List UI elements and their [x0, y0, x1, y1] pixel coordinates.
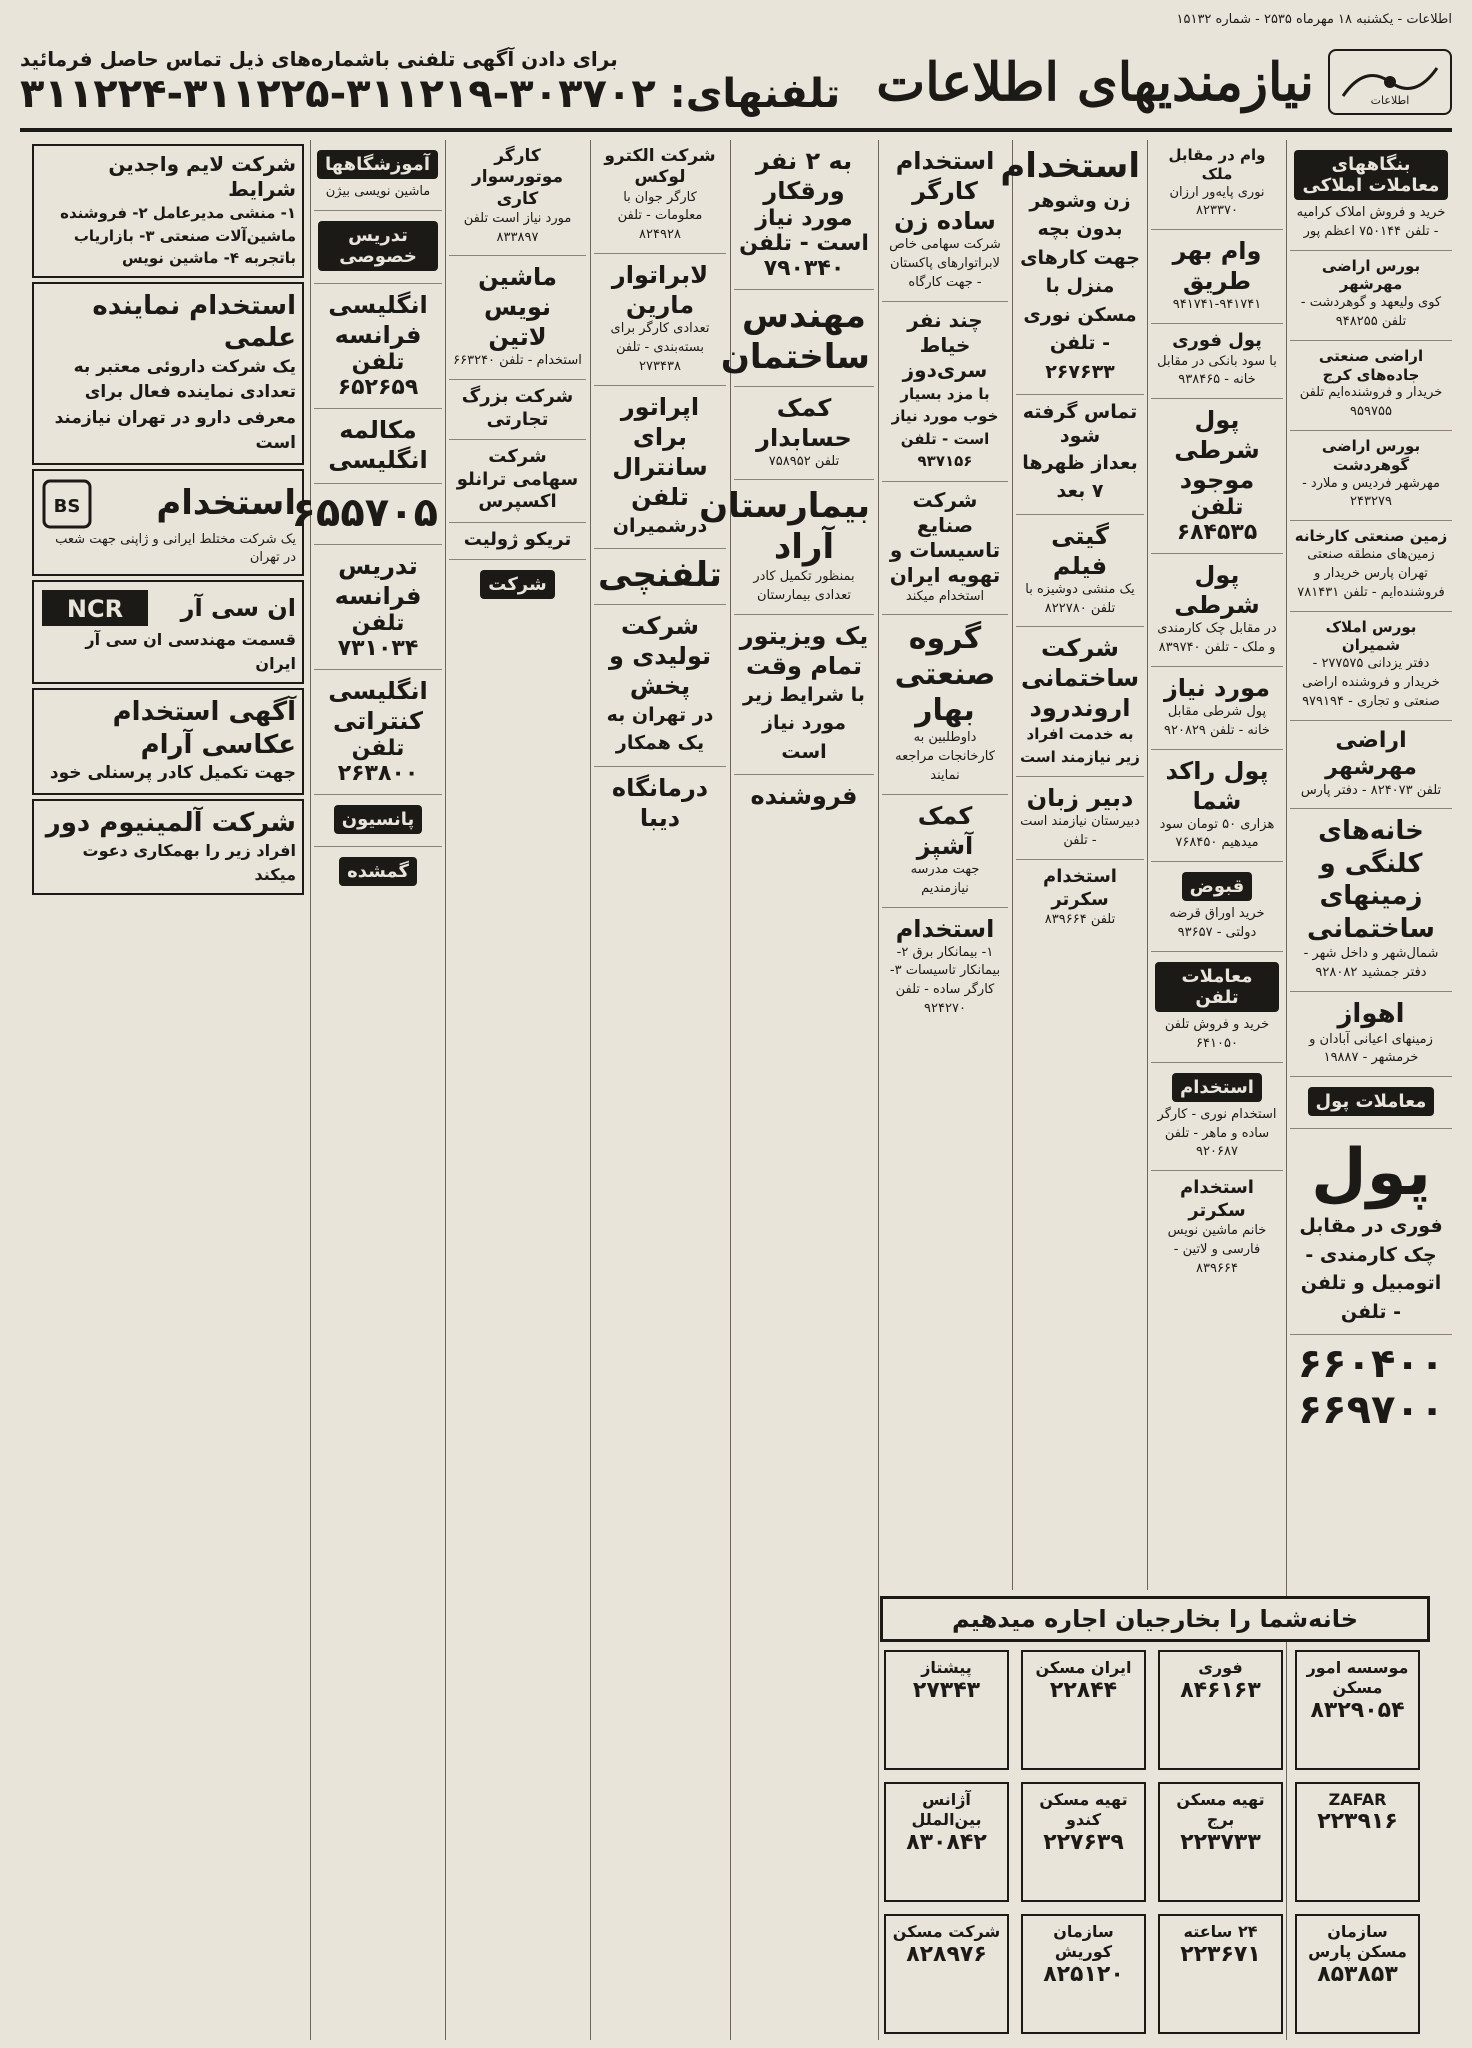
column-5 — [699, 140, 874, 2040]
ad-heading: شرکت سهامی ترانلو اکسپرس — [456, 446, 579, 513]
ad-text: کوی ولیعهد و گوهردشت - تلفن ۹۴۸۲۵۵ — [1300, 295, 1442, 330]
agency-name: پیشتاز — [921, 1658, 972, 1677]
ad-heading: خانه‌های کلنگی و زمینهای ساختمانی — [1307, 816, 1435, 944]
agency-name: سازمان کوریش — [1053, 1922, 1114, 1961]
ad-text: با سود بانکی در مقابل خانه - ۹۳۸۴۶۵ — [1157, 353, 1277, 388]
agency-name: ZAFAR — [1328, 1790, 1387, 1809]
ad-heading: استخدام — [156, 483, 296, 524]
ad-text: ماشین نویسی بیژن — [325, 184, 431, 199]
agency-phone: ۸۲۵۱۲۰ — [1043, 1962, 1124, 1987]
ad-heading: ۶۵۵۷۰۵ — [291, 489, 438, 536]
agency-ad — [884, 1650, 1009, 1770]
ad-text: خرید و فروش املاک کرامیه - تلفن ۷۵۰۱۴۴ اعظم پور — [1296, 205, 1446, 239]
ad-heading: بورس املاک شمیران — [1325, 617, 1417, 655]
ad-heading: شرکت لایم واجدین شرایط — [108, 152, 296, 201]
agency-ad — [1158, 1914, 1283, 2034]
ad-heading: وام در مقابل ملک — [1168, 146, 1266, 183]
contact-phones — [20, 71, 840, 117]
ad-text: در مقابل چک کارمندی و ملک - تلفن ۸۳۹۷۴۰ — [1157, 621, 1277, 656]
ad-heading: اراضی صنعتی جاده‌های کرج — [1318, 346, 1424, 384]
agency-phone: ۸۵۳۸۵۳ — [1317, 1962, 1398, 1987]
column-3 — [1000, 140, 1144, 1590]
agency-phone: ۲۲۳۷۳۳ — [1180, 1830, 1261, 1855]
ad-heading: شرکت آلمینیوم دور — [45, 807, 296, 838]
ad-heading: تماس گرفته شود — [1022, 401, 1138, 448]
ad-heading: استخدام کارگر ساده زن — [894, 147, 996, 235]
ad-heading: ان سی آر — [180, 594, 296, 623]
agency-ad — [1021, 1650, 1146, 1770]
ad-heading: مورد نیاز — [1163, 673, 1271, 702]
agency-phone: ۲۷۳۴۳ — [912, 1678, 981, 1703]
column-2 — [1151, 140, 1283, 1590]
ad-text: مورد نیاز است - تلفن ۷۹۰۳۴۰ — [739, 206, 869, 281]
column-7 — [449, 140, 586, 2040]
phones-value: ۳۰۳۷۰۲-۳۱۱۲۱۹-۳۱۱۲۲۵-۳۱۱۲۲۴ — [20, 71, 656, 117]
agency-ad — [1295, 1914, 1420, 2034]
ad-heading: کمک آشپز — [916, 801, 974, 860]
ad-heading: قبوض — [1182, 872, 1253, 901]
ad-heading: تریکو ژولیت — [463, 528, 572, 550]
ad-heading: استخدام نماینده علمی — [92, 290, 296, 353]
ad-text: خریدار و فروشنده‌ایم تلفن ۹۵۹۷۵۵ — [1299, 385, 1443, 420]
ad-heading: تلفنچی — [598, 555, 722, 596]
logo-text: اطلاعات — [1370, 94, 1410, 107]
ncr-logo-icon — [40, 588, 150, 628]
ad-text: استخدام - تلفن ۶۶۳۲۴۰ — [453, 353, 582, 369]
agency-name: تهیه مسکن کندو — [1039, 1790, 1128, 1829]
divider — [310, 140, 311, 2040]
ad-text: دفتر یزدانی ۲۷۷۵۷۵ - خریدار و فروشنده اراضی صنعتی و تجاری - ۹۷۹۱۹۴ — [1302, 656, 1440, 709]
ad-heading: شرکت تولیدی و پخش — [609, 611, 711, 700]
masthead-brand — [876, 49, 1452, 115]
masthead-rule — [20, 128, 1452, 132]
ad-text: خرید اوراق قرضه دولتی - ۹۳۶۵۷ — [1169, 906, 1265, 941]
ad-heading: تدریس فرانسه — [334, 551, 422, 610]
ad-heading: استخدام سکرتر — [1043, 866, 1117, 910]
ad-text: ۱- بیمانکار برق ۲- بیمانکار تاسیسات ۳- کارگر ساده - تلفن ۹۲۴۲۷۰ — [889, 944, 1001, 1017]
ad-heading: اراضی مهرشهر — [1325, 727, 1417, 781]
ad-text: تلفن ۸۲۴۰۷۳ - دفتر پارس — [1300, 782, 1442, 798]
divider — [445, 140, 446, 2040]
ad-text: جهت تکمیل کادر پرسنلی خود — [49, 763, 296, 784]
ad-text: تلفن ۲۶۳۸۰۰ — [337, 735, 419, 786]
ad-heading: بیمارستان آراد — [699, 486, 870, 568]
ad-text: زن وشوهر بدون بچه جهت کارهای منزل با مسکن نوری - تلفن ۲۶۷۶۳۳ — [1020, 189, 1140, 383]
ad-heading: مهندس ساختمان — [720, 296, 870, 377]
ad-text: نوری پایه‌ور ارزان ۸۲۳۳۷۰ — [1169, 184, 1265, 219]
ad-heading: فروشنده — [750, 782, 858, 811]
ad-text: درشمیران — [612, 514, 708, 537]
date-line: اطلاعات - یکشنبه ۱۸ مهرماه ۲۵۳۵ - شماره ۱۵۱۳۲ — [1176, 11, 1452, 27]
ad-heading: شرکت بزرگ تجارتی — [461, 386, 574, 430]
ad-text: در تهران به یک همکار — [606, 703, 714, 755]
foreign-rent-banner: خانه‌شما را بخارجیان اجاره میدهیم — [880, 1596, 1430, 1642]
ad-text: شمال‌شهر و داخل شهر - دفتر جمشید ۹۲۸۰۸۲ — [1303, 946, 1439, 981]
ad-heading: اهواز — [1337, 999, 1405, 1030]
ad-text: مورد نیاز است تلفن ۸۳۳۸۹۷ — [463, 210, 572, 245]
ad-heading: پانسیون — [334, 805, 423, 834]
ad-heading: معاملات تلفن — [1155, 962, 1279, 1012]
ad-heading: آموزشگاهها — [317, 150, 438, 179]
agency-phone: ۲۲۷۶۳۹ — [1043, 1830, 1124, 1855]
ad-text: تلفن ۶۸۴۵۳۵ — [1176, 495, 1258, 546]
ad-text: قسمت مهندسی ان سی آر ایران — [85, 630, 296, 674]
ad-heading: پول راکد شما — [1165, 756, 1269, 815]
logo — [1328, 49, 1452, 115]
agency-phone: ۲۲۳۹۱۶ — [1317, 1809, 1398, 1834]
divider — [590, 140, 591, 2040]
ad-heading: به ۲ نفر ورقکار — [755, 147, 853, 205]
ad-text: استخدام نوری - کارگر ساده و ماهر - تلفن ۹۲۰۶۸۷ — [1157, 1106, 1277, 1160]
ad-heading: بورس اراضی مهرشهر — [1321, 256, 1421, 294]
ad-text: بعداز ظهرها ۷ بعد — [1022, 451, 1138, 503]
ad-text: یک شرکت مختلط ایرانی و ژاپنی جهت شعب در تهران — [55, 531, 296, 566]
agency-phone: ۸۳۰۸۴۲ — [906, 1830, 987, 1855]
ad-heading: شرکت صنایع تاسیسات و تهویه ایران — [889, 487, 1001, 587]
ad-text: بمنظور تکمیل کادر تعدادی بیمارستان — [753, 569, 855, 603]
ad-heading: آگهی استخدام عکاسی آرام — [112, 697, 296, 760]
agency-name: سازمان مسکن پارس — [1308, 1922, 1407, 1961]
agency-ad — [1158, 1782, 1283, 1902]
ad-text: یک شرکت داروئی معتبر به تعدادی نماینده فعال برای معرفی دارو در تهران نیازمند است — [54, 356, 296, 453]
ad-heading: پول شرطی — [1174, 561, 1260, 620]
ad-text: خانم ماشین نویس فارسی و لاتین - ۸۳۹۶۶۴ — [1167, 1223, 1267, 1276]
ad-text: به خدمت افراد زیر نیازمند است — [1020, 725, 1140, 766]
ad-text: داوطلبین به کارخانجات مراجعه نمایند — [895, 730, 995, 784]
ad-heading: کمک حسابدار — [756, 393, 852, 452]
ad-phone: ۶۶۰۴۰۰ — [1297, 1341, 1445, 1388]
ad-text: استخدام میکند — [905, 588, 985, 604]
ad-text: با مزد بسیار خوب مورد نیاز است - تلفن ۹۳۷۱۵۶ — [891, 384, 999, 471]
ad-text: خرید و فروش تلفن ۶۴۱۰۵۰ — [1164, 1016, 1270, 1051]
ad-heading: گروه صنعتی بهار — [894, 621, 996, 729]
ad-text: افراد زیر را بهمکاری دعوت میکند — [82, 841, 296, 885]
masthead-contact — [20, 47, 840, 117]
ad-text: پول شرطی مقابل خانه - تلفن ۹۲۰۸۲۹ — [1164, 703, 1270, 738]
ad-heading: ماشین نویس لاتین — [478, 263, 557, 352]
column-8 — [291, 140, 442, 2040]
ad-heading: درمانگاه دیبا — [611, 773, 709, 832]
ad-text: هزاری ۵۰ تومان سود میدهیم ۷۶۸۴۵۰ — [1159, 816, 1275, 851]
ad-text: تلفن ۷۳۱۰۳۴ — [337, 610, 419, 661]
divider — [1147, 140, 1148, 1590]
column-4 — [882, 140, 1008, 1590]
ad-heading: اپراتور برای سانترال تلفن — [612, 392, 708, 511]
logo-emblem-icon — [1335, 56, 1445, 108]
agency-phone: ۸۲۸۹۷۶ — [906, 1942, 987, 1967]
agency-phone: ۸۴۶۱۶۳ — [1180, 1678, 1261, 1703]
agency-ad — [1158, 1650, 1283, 1770]
ad-heading: شرکت ساختمانی اروندرود — [1020, 634, 1140, 723]
ad-heading: مکالمه انگلیسی — [328, 415, 428, 474]
ad-heading: استخدام — [1172, 1073, 1262, 1102]
ad-heading: پول — [1311, 1136, 1431, 1211]
ad-text: زمینهای اعیانی آبادان و خرمشهر - ۱۹۸۸۷ — [1309, 1031, 1433, 1066]
ad-text: یک منشی دوشیزه با تلفن ۸۲۲۷۸۰ — [1025, 581, 1135, 616]
svg-text:NCR: NCR — [66, 595, 124, 624]
ad-phone: ۶۶۹۷۰۰ — [1297, 1387, 1445, 1434]
agency-phone: ۸۳۲۹۰۵۴ — [1310, 1698, 1405, 1723]
ad-text: شرکت سهامی خاص لابراتوارهای پاکستان - جهت کارگاه — [889, 237, 1001, 290]
ad-heading: بورس اراضی گوهردشت — [1321, 437, 1421, 474]
agency-ad — [1021, 1914, 1146, 2034]
ad-heading: انگلیسی فرانسه — [328, 290, 428, 349]
ad-heading: شرکت الکترو لوکس — [604, 146, 716, 188]
contact-instruction: برای دادن آگهی تلفنی باشماره‌های ذیل تماس حاصل فرمائید — [20, 47, 618, 71]
ad-heading: بنگاههای معاملات املاکی — [1294, 150, 1448, 200]
ad-text: تلفن ۶۵۲۶۵۹ — [337, 349, 419, 400]
ad-heading: وام بهر طریق — [1172, 237, 1262, 296]
ad-text: فوری در مقابل چک کارمندی - اتومبیل و تلفن - تلفن — [1299, 1215, 1443, 1323]
ad-text: تلفن ۷۵۸۹۵۲ — [768, 453, 840, 469]
masthead — [20, 34, 1452, 130]
svg-text:BS: BS — [53, 495, 81, 517]
ad-heading: پول شرطی موجود — [1174, 406, 1260, 495]
ad-heading: لابراتوار مارین — [611, 261, 709, 320]
agency-ad — [1295, 1782, 1420, 1902]
bs-logo-icon — [40, 477, 94, 531]
ad-heading: معاملات پول — [1308, 1087, 1435, 1116]
ad-text: تلفن ۸۳۹۶۶۴ — [1044, 912, 1116, 928]
ad-heading: شرکت — [480, 570, 554, 599]
ad-text: ۹۴۱۷۴۱-۹۴۱۷۴۱ — [1172, 297, 1262, 313]
agency-phone: ۲۲۸۴۴ — [1049, 1678, 1118, 1703]
ad-text: زمین‌های منطقه صنعتی تهران پارس خریدار و فروشنده‌ایم - تلفن ۷۸۱۴۳۱ — [1297, 547, 1445, 600]
agency-name: آژانس بین‌الملل — [911, 1790, 982, 1829]
divider — [1012, 140, 1013, 1590]
agency-name: فوری — [1198, 1658, 1243, 1677]
agency-phone: ۲۲۳۶۷۱ — [1180, 1942, 1261, 1967]
ad-text: تعدادی کارگر برای بسته‌بندی - تلفن ۲۷۳۴۳۸ — [610, 321, 710, 374]
ad-heading: زمین صنعتی کارخانه — [1294, 527, 1448, 546]
ad-heading: تدریس خصوصی — [318, 221, 438, 271]
ad-text: مهرشهر فردیس و ملارد - ۲۴۳۲۷۹ — [1302, 475, 1440, 510]
column-6 — [594, 140, 726, 2040]
agency-name: تهیه مسکن برج — [1176, 1790, 1265, 1829]
ad-heading: پول فوری — [1172, 330, 1262, 352]
column-1 — [1290, 140, 1452, 1590]
agency-ad — [884, 1914, 1009, 2034]
agency-name: ایران مسکن — [1035, 1658, 1132, 1677]
agency-name: موسسه امور مسکن — [1306, 1658, 1409, 1697]
divider — [730, 140, 731, 2040]
ad-text: جهت مدرسه نیازمندیم — [910, 861, 980, 896]
phones-label: تلفنهای: — [669, 71, 841, 117]
ad-text: ۱- منشی مدیرعامل ۲- فروشنده ماشین‌آلات صنعتی ۳- بازاریاب باتجربه ۴- ماشین نویس — [60, 204, 296, 267]
column-9 — [30, 140, 306, 2040]
ad-text: دبیرستان نیازمند است - تلفن — [1020, 814, 1140, 849]
agency-name: شرکت مسکن — [892, 1922, 1001, 1941]
ad-heading: چند نفر خیاط سری‌دوز — [902, 307, 988, 382]
ad-heading: انگلیسی کنتراتی — [328, 676, 428, 735]
agency-ad — [1295, 1650, 1420, 1770]
ad-heading: استخدام — [1000, 146, 1140, 186]
foreign-rent-grid — [880, 1646, 1424, 2038]
ad-heading: کارگر موتورسوار کاری — [471, 146, 563, 209]
agency-name: ۲۴ ساعته — [1183, 1922, 1258, 1941]
divider — [878, 140, 879, 2040]
ad-heading: گیتی فیلم — [1051, 521, 1109, 580]
ad-text: کارگر جوان با معلومات - تلفن ۸۲۴۹۲۸ — [617, 189, 703, 243]
page-title: نیازمندیهای اطلاعات — [876, 51, 1314, 113]
ad-heading: یک ویزیتور تمام وقت — [739, 621, 869, 680]
agency-ad — [884, 1782, 1009, 1902]
ad-heading: استخدام سکرتر — [1180, 1177, 1254, 1221]
ad-text: با شرایط زیر مورد نیاز است — [743, 683, 865, 763]
ad-heading: گمشده — [339, 857, 417, 886]
ad-heading: استخدام — [895, 914, 995, 943]
agency-ad — [1021, 1782, 1146, 1902]
ad-heading: دبیر زبان — [1026, 784, 1134, 813]
